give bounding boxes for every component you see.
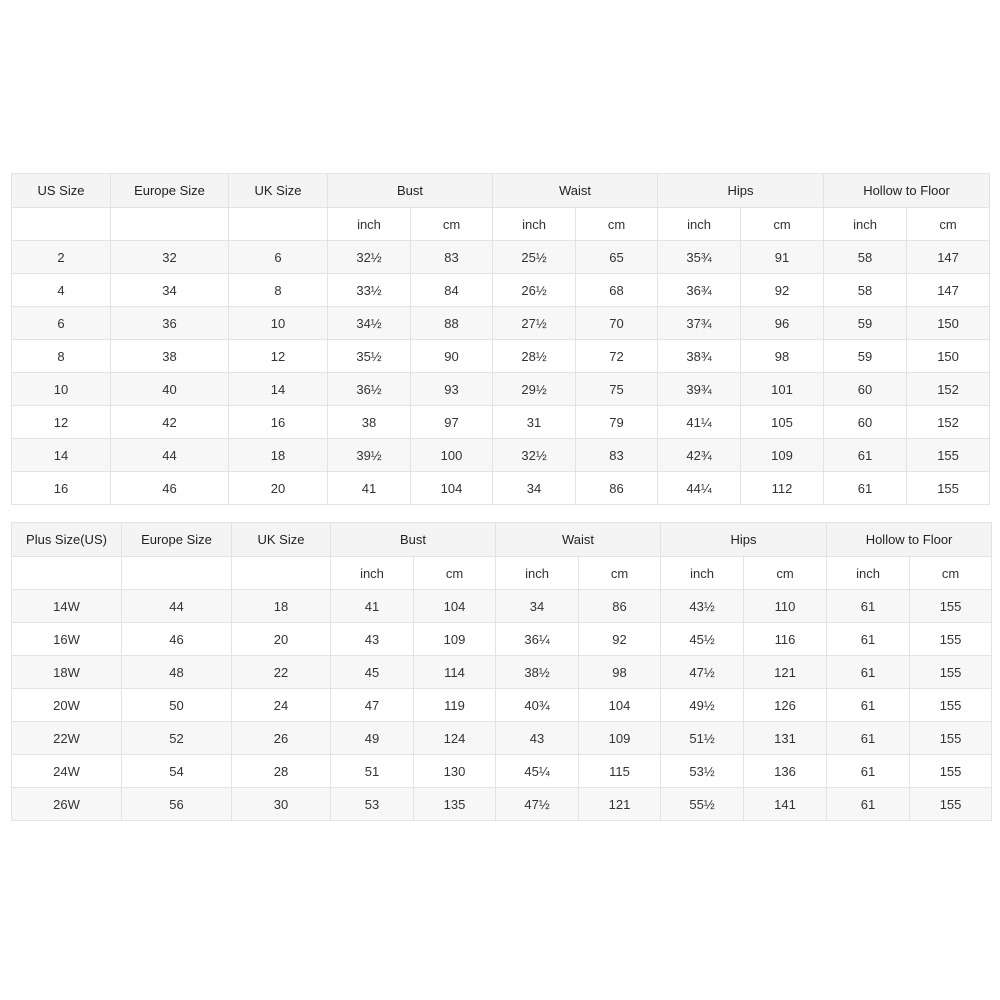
table-cell: 44	[122, 590, 232, 623]
table-cell: 155	[910, 689, 992, 722]
unit-cell: cm	[414, 557, 496, 590]
table-cell: 53½	[661, 755, 744, 788]
table-cell: 104	[414, 590, 496, 623]
header-row	[12, 523, 992, 557]
table-cell: 39½	[328, 439, 411, 472]
table-cell: 130	[414, 755, 496, 788]
table-cell: 22	[232, 656, 331, 689]
table-cell: 27½	[493, 307, 576, 340]
column-header: Waist	[493, 174, 658, 208]
table-cell: 59	[824, 340, 907, 373]
table-cell: 47½	[496, 788, 579, 821]
table-cell: 59	[824, 307, 907, 340]
table-cell: 41	[328, 472, 411, 505]
unit-cell	[111, 208, 229, 241]
column-header: Europe Size	[111, 174, 229, 208]
table-cell: 98	[741, 340, 824, 373]
table-cell: 60	[824, 406, 907, 439]
table-cell: 31	[493, 406, 576, 439]
table-cell: 6	[229, 241, 328, 274]
table-cell: 61	[827, 689, 910, 722]
table-cell: 18	[232, 590, 331, 623]
table-cell: 98	[579, 656, 661, 689]
unit-cell: cm	[579, 557, 661, 590]
table-cell: 16W	[12, 623, 122, 656]
table-cell: 93	[411, 373, 493, 406]
table-cell: 147	[907, 241, 990, 274]
column-header: Waist	[496, 523, 661, 557]
table-cell: 49	[331, 722, 414, 755]
table-row	[12, 590, 992, 623]
column-header: Hollow to Floor	[827, 523, 992, 557]
table-cell: 16	[229, 406, 328, 439]
table-cell: 115	[579, 755, 661, 788]
table-cell: 36¼	[496, 623, 579, 656]
table-cell: 121	[744, 656, 827, 689]
size-chart-standard	[11, 173, 990, 505]
table-row	[12, 340, 990, 373]
table-cell: 14W	[12, 590, 122, 623]
table-cell: 136	[744, 755, 827, 788]
column-header: US Size	[12, 174, 111, 208]
table-row	[12, 656, 992, 689]
table-cell: 43	[331, 623, 414, 656]
table-cell: 34	[496, 590, 579, 623]
table-cell: 112	[741, 472, 824, 505]
table-cell: 105	[741, 406, 824, 439]
table-cell: 44	[111, 439, 229, 472]
table-cell: 2	[12, 241, 111, 274]
unit-cell	[122, 557, 232, 590]
table-row	[12, 755, 992, 788]
table-cell: 155	[910, 755, 992, 788]
table-cell: 47½	[661, 656, 744, 689]
table-cell: 155	[907, 472, 990, 505]
table-cell: 46	[111, 472, 229, 505]
table-row	[12, 439, 990, 472]
table-cell: 61	[827, 590, 910, 623]
column-header: Bust	[331, 523, 496, 557]
table-cell: 124	[414, 722, 496, 755]
table-cell: 51	[331, 755, 414, 788]
unit-cell	[229, 208, 328, 241]
table-cell: 48	[122, 656, 232, 689]
table-cell: 26½	[493, 274, 576, 307]
table-cell: 155	[910, 623, 992, 656]
table-cell: 44¼	[658, 472, 741, 505]
table-cell: 83	[576, 439, 658, 472]
table-cell: 40¾	[496, 689, 579, 722]
unit-cell: cm	[576, 208, 658, 241]
unit-cell: inch	[493, 208, 576, 241]
table-cell: 49½	[661, 689, 744, 722]
unit-cell	[12, 557, 122, 590]
table-cell: 47	[331, 689, 414, 722]
table-cell: 24W	[12, 755, 122, 788]
column-header: Europe Size	[122, 523, 232, 557]
table-cell: 104	[579, 689, 661, 722]
table-row	[12, 307, 990, 340]
column-header: Plus Size(US)	[12, 523, 122, 557]
column-header: Hollow to Floor	[824, 174, 990, 208]
table-cell: 114	[414, 656, 496, 689]
table-cell: 6	[12, 307, 111, 340]
table-cell: 10	[12, 373, 111, 406]
table-cell: 28	[232, 755, 331, 788]
table-cell: 96	[741, 307, 824, 340]
table-cell: 152	[907, 373, 990, 406]
table-cell: 92	[741, 274, 824, 307]
table-cell: 34½	[328, 307, 411, 340]
table-row	[12, 274, 990, 307]
table-cell: 12	[12, 406, 111, 439]
table-cell: 97	[411, 406, 493, 439]
table-cell: 65	[576, 241, 658, 274]
table-cell: 30	[232, 788, 331, 821]
table-cell: 41	[331, 590, 414, 623]
unit-cell: cm	[744, 557, 827, 590]
table-cell: 58	[824, 241, 907, 274]
table-cell: 83	[411, 241, 493, 274]
table-cell: 41¼	[658, 406, 741, 439]
table-cell: 32½	[493, 439, 576, 472]
table-row	[12, 722, 992, 755]
table-cell: 110	[744, 590, 827, 623]
table-cell: 150	[907, 307, 990, 340]
table-cell: 40	[111, 373, 229, 406]
table-cell: 135	[414, 788, 496, 821]
table-cell: 150	[907, 340, 990, 373]
table-cell: 61	[827, 623, 910, 656]
table-cell: 100	[411, 439, 493, 472]
table-cell: 155	[910, 788, 992, 821]
table-cell: 147	[907, 274, 990, 307]
unit-cell: cm	[910, 557, 992, 590]
table-cell: 91	[741, 241, 824, 274]
table-row	[12, 406, 990, 439]
table-cell: 10	[229, 307, 328, 340]
table-cell: 61	[827, 788, 910, 821]
table-cell: 35¾	[658, 241, 741, 274]
table-cell: 86	[576, 472, 658, 505]
table-row	[12, 623, 992, 656]
table-cell: 36½	[328, 373, 411, 406]
table-cell: 45½	[661, 623, 744, 656]
unit-cell: cm	[907, 208, 990, 241]
table-cell: 88	[411, 307, 493, 340]
table-cell: 72	[576, 340, 658, 373]
table-cell: 32½	[328, 241, 411, 274]
table-cell: 61	[824, 472, 907, 505]
table-cell: 37¾	[658, 307, 741, 340]
table-cell: 16	[12, 472, 111, 505]
unit-cell	[12, 208, 111, 241]
table-cell: 32	[111, 241, 229, 274]
table-cell: 22W	[12, 722, 122, 755]
table-cell: 61	[824, 439, 907, 472]
table-cell: 155	[910, 656, 992, 689]
table-cell: 34	[493, 472, 576, 505]
table-cell: 20W	[12, 689, 122, 722]
table-cell: 43½	[661, 590, 744, 623]
table-cell: 109	[414, 623, 496, 656]
column-header: Hips	[658, 174, 824, 208]
table-cell: 42	[111, 406, 229, 439]
column-header: UK Size	[232, 523, 331, 557]
unit-cell	[232, 557, 331, 590]
table-cell: 46	[122, 623, 232, 656]
unit-cell: inch	[331, 557, 414, 590]
table-cell: 61	[827, 656, 910, 689]
table-cell: 126	[744, 689, 827, 722]
table-row	[12, 472, 990, 505]
table-cell: 25½	[493, 241, 576, 274]
table-cell: 12	[229, 340, 328, 373]
table-cell: 24	[232, 689, 331, 722]
table-cell: 131	[744, 722, 827, 755]
unit-cell: inch	[824, 208, 907, 241]
table-row	[12, 788, 992, 821]
table-cell: 14	[229, 373, 328, 406]
table-cell: 101	[741, 373, 824, 406]
unit-row	[12, 208, 990, 241]
table-cell: 84	[411, 274, 493, 307]
table-cell: 33½	[328, 274, 411, 307]
table-cell: 45	[331, 656, 414, 689]
table-cell: 35½	[328, 340, 411, 373]
table-cell: 14	[12, 439, 111, 472]
unit-row	[12, 557, 992, 590]
table-cell: 56	[122, 788, 232, 821]
table-cell: 28½	[493, 340, 576, 373]
table-cell: 119	[414, 689, 496, 722]
table-cell: 26	[232, 722, 331, 755]
table-cell: 90	[411, 340, 493, 373]
table-cell: 79	[576, 406, 658, 439]
unit-cell: inch	[496, 557, 579, 590]
size-chart-plus	[11, 522, 992, 821]
table-cell: 29½	[493, 373, 576, 406]
table-row	[12, 373, 990, 406]
table-cell: 70	[576, 307, 658, 340]
table-cell: 38¾	[658, 340, 741, 373]
table-cell: 53	[331, 788, 414, 821]
table-cell: 38	[111, 340, 229, 373]
unit-cell: inch	[658, 208, 741, 241]
table-cell: 152	[907, 406, 990, 439]
unit-cell: cm	[741, 208, 824, 241]
table-cell: 50	[122, 689, 232, 722]
table-cell: 51½	[661, 722, 744, 755]
table-cell: 43	[496, 722, 579, 755]
table-cell: 52	[122, 722, 232, 755]
table-cell: 39¾	[658, 373, 741, 406]
column-header: UK Size	[229, 174, 328, 208]
table-cell: 61	[827, 755, 910, 788]
table-cell: 38	[328, 406, 411, 439]
column-header: Bust	[328, 174, 493, 208]
table-cell: 155	[910, 590, 992, 623]
table-cell: 109	[741, 439, 824, 472]
table-cell: 8	[229, 274, 328, 307]
table-cell: 55½	[661, 788, 744, 821]
table-cell: 18	[229, 439, 328, 472]
table-cell: 155	[910, 722, 992, 755]
table-cell: 8	[12, 340, 111, 373]
table-cell: 68	[576, 274, 658, 307]
table-cell: 61	[827, 722, 910, 755]
table-cell: 36¾	[658, 274, 741, 307]
table-cell: 58	[824, 274, 907, 307]
table-cell: 20	[229, 472, 328, 505]
table-row	[12, 241, 990, 274]
table-cell: 141	[744, 788, 827, 821]
table-cell: 34	[111, 274, 229, 307]
table-cell: 38½	[496, 656, 579, 689]
unit-cell: inch	[661, 557, 744, 590]
table-cell: 20	[232, 623, 331, 656]
table-cell: 42¾	[658, 439, 741, 472]
unit-cell: inch	[827, 557, 910, 590]
table-cell: 104	[411, 472, 493, 505]
table-cell: 26W	[12, 788, 122, 821]
table-cell: 18W	[12, 656, 122, 689]
table-cell: 36	[111, 307, 229, 340]
column-header: Hips	[661, 523, 827, 557]
unit-cell: inch	[328, 208, 411, 241]
unit-cell: cm	[411, 208, 493, 241]
table-cell: 121	[579, 788, 661, 821]
table-cell: 45¼	[496, 755, 579, 788]
table-cell: 155	[907, 439, 990, 472]
table-cell: 60	[824, 373, 907, 406]
table-cell: 75	[576, 373, 658, 406]
table-cell: 92	[579, 623, 661, 656]
table-cell: 116	[744, 623, 827, 656]
table-cell: 4	[12, 274, 111, 307]
table-row	[12, 689, 992, 722]
header-row	[12, 174, 990, 208]
table-cell: 54	[122, 755, 232, 788]
table-cell: 109	[579, 722, 661, 755]
table-cell: 86	[579, 590, 661, 623]
